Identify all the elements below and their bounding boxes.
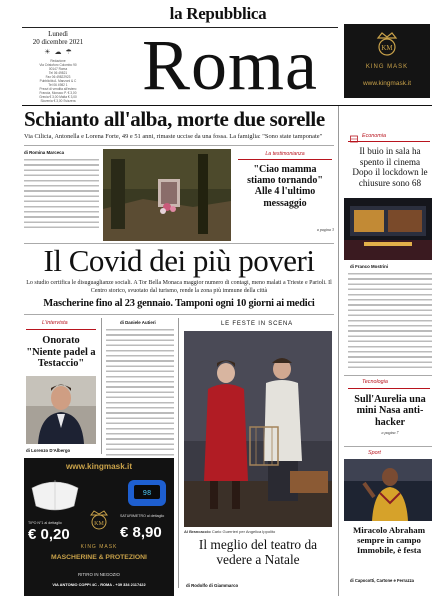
ad-price-left: € 0,20 (28, 526, 70, 543)
brand-logo: la Repubblica (169, 4, 267, 23)
intervista-headline[interactable]: Onorato "Niente padel a Testaccio" (26, 335, 96, 370)
ad-brand: KING MASK (365, 64, 409, 70)
intervista-rule (26, 329, 96, 330)
ad-url[interactable]: www.kingmask.it (362, 80, 412, 87)
intervista-byline: di Lorenzo D'Albergo (26, 448, 71, 453)
date: 20 dicembre 2021 (32, 38, 84, 46)
covid-byline: di Daniele Autieri (120, 320, 156, 325)
teatro-headline[interactable]: Il meglio del teatro da vedere a Natale (198, 537, 318, 567)
tech-page-ref-text: a pagina 7 (381, 430, 399, 435)
covid-body-text (106, 328, 174, 458)
ad-tagline: MASCHERINE & PROTEZIONI (51, 554, 147, 561)
divider-1 (101, 318, 102, 454)
lead-headline[interactable]: Schianto all'alba, morte due sorelle (24, 107, 325, 131)
covid-headline[interactable]: Il Covid dei più poveri (43, 243, 315, 278)
tech-top-rule (344, 375, 432, 376)
economia-byline: di Franco Mostrini (350, 264, 389, 269)
colophon-line: Slovenia € 3,00 Svizzera (40, 99, 76, 103)
svg-text:KM: KM (381, 44, 393, 52)
colophon-line: 00147 Roma (48, 67, 68, 71)
intervista-label: L'intervista (42, 320, 68, 326)
svg-text:98: 98 (142, 490, 152, 498)
lead-body-text (24, 158, 99, 228)
testimonianza-label: La testimonianza (265, 151, 305, 157)
teatro-caption (184, 529, 332, 534)
tech-headline[interactable]: Sull'Aurelia una mini Nasa anti-hacker (354, 394, 426, 428)
lead-byline-text: di Romina Marceca (24, 150, 65, 155)
sport-byline: di Capocotti, Cartone e Ferrazza (350, 578, 414, 583)
sport-top-rule (344, 446, 432, 447)
lead-rule (24, 145, 334, 146)
ad-label-left: TIPO N°1 al dettaglio (28, 521, 62, 525)
lead-summary: Via Cilicia, Antonella e Lorena Forte, 49 e 51 anni, rimaste uccise da una fossa. La famiglia: "Sono state tamponate" (24, 133, 323, 140)
colophon-line: Via Cristoforo Colombo 90 (39, 63, 77, 67)
day: Lunedì (48, 30, 68, 38)
covid-summary: Lo studio certifica le disuguaglianze sociali. A Tor Bella Monaca maggior numero di contagi, meno malati a Trieste e Parioli. Il Centro storico, svuotato dal turismo, rende la zona più immune della città (26, 280, 332, 294)
ad-store: RITIRO IN NEGOZIO (78, 572, 120, 577)
sport-headline[interactable]: Miracolo Abraham sempre in campo Immobile, è festa (352, 525, 426, 556)
lead-page-ref (290, 227, 334, 232)
testimonianza-quote[interactable]: "Ciao mamma stiamo tornando" Alle 4 l'ultimo messaggio (247, 164, 323, 209)
colophon-line: Tel 06 49821 (48, 71, 68, 75)
colophon-line: Grecia € 3,00 Malta € 3,00 (39, 95, 77, 99)
teatro-photo (184, 331, 332, 527)
ad-bottom-url[interactable]: www.kingmask.it (65, 462, 133, 471)
intervista-photo (26, 376, 96, 444)
colophon-line: Redazione (50, 59, 66, 63)
svg-text:KM: KM (94, 521, 104, 527)
economia-icon (350, 130, 358, 138)
page-title: Roma (142, 25, 318, 105)
lead-photo (103, 149, 231, 241)
teatro-byline: di Rodolfo di Giammarco (186, 583, 239, 588)
weather-icons (22, 48, 94, 56)
lead-page-ref-text: a pagina 3 (316, 227, 334, 232)
colophon (22, 59, 94, 103)
rain-icon: ☂ (65, 48, 72, 56)
colophon-line: Francia, Monaco P. € 3,00 (39, 91, 77, 95)
masthead-bottom-rule (22, 105, 432, 106)
crown-logo-icon (376, 30, 398, 56)
teatro-caption-rest: Carlo Guerrieri per Angelica Ippolito (211, 529, 276, 534)
economia-photo (344, 198, 432, 260)
colophon-line: Fax 06 49822923 (45, 75, 71, 79)
mask-product-image (28, 476, 82, 512)
teatro-label: LE FESTE IN SCENA (221, 321, 293, 327)
economia-label: Economia (362, 133, 386, 139)
ad-address: VIA ANTONIO COPPI 4C - ROMA - +39 334 2117422 (52, 582, 146, 587)
ad-top[interactable] (344, 24, 430, 98)
sport-label: Sport (368, 450, 381, 456)
covid-subhead[interactable]: Mascherine fino al 23 gennaio. Tamponi ogni 10 giorni ai medici (43, 298, 315, 309)
colophon-line: Prezzi di vendita all'estero (39, 87, 77, 91)
oximeter-product-image (124, 474, 170, 512)
tech-label: Tecnologia (362, 379, 388, 385)
economia-rule (348, 141, 430, 142)
lead-byline (24, 150, 99, 155)
ad-label-right: SATURIMETRO al dettaglio (120, 514, 165, 518)
sport-photo (344, 459, 432, 521)
testimonianza-rule (238, 159, 332, 160)
ad-crown-icon (89, 508, 109, 530)
ad-bottom-brand: KING MASK (80, 544, 118, 550)
teatro-caption-name: Al Brancaccio (184, 529, 211, 534)
divider-2 (178, 318, 179, 588)
economia-headline[interactable]: Il buio in sala ha spento il cinema Dopo il lockdown le chiusure sono 68 (352, 146, 428, 188)
ad-price-right: € 8,90 (120, 524, 162, 541)
ad-bottom[interactable] (24, 458, 174, 596)
colophon-line: Tel 06 4982 1 (48, 83, 68, 87)
sun-icon: ☀ (44, 48, 51, 56)
right-column-divider (338, 106, 339, 596)
tech-rule (348, 388, 430, 389)
covid-bottom-rule (24, 314, 334, 315)
tech-page-ref (348, 430, 432, 435)
colophon-line: Pubblicità A. Manzoni & C (39, 79, 77, 83)
economia-body-text (348, 272, 432, 370)
date-box (22, 30, 94, 103)
cloud-icon: ☁ (54, 48, 62, 56)
